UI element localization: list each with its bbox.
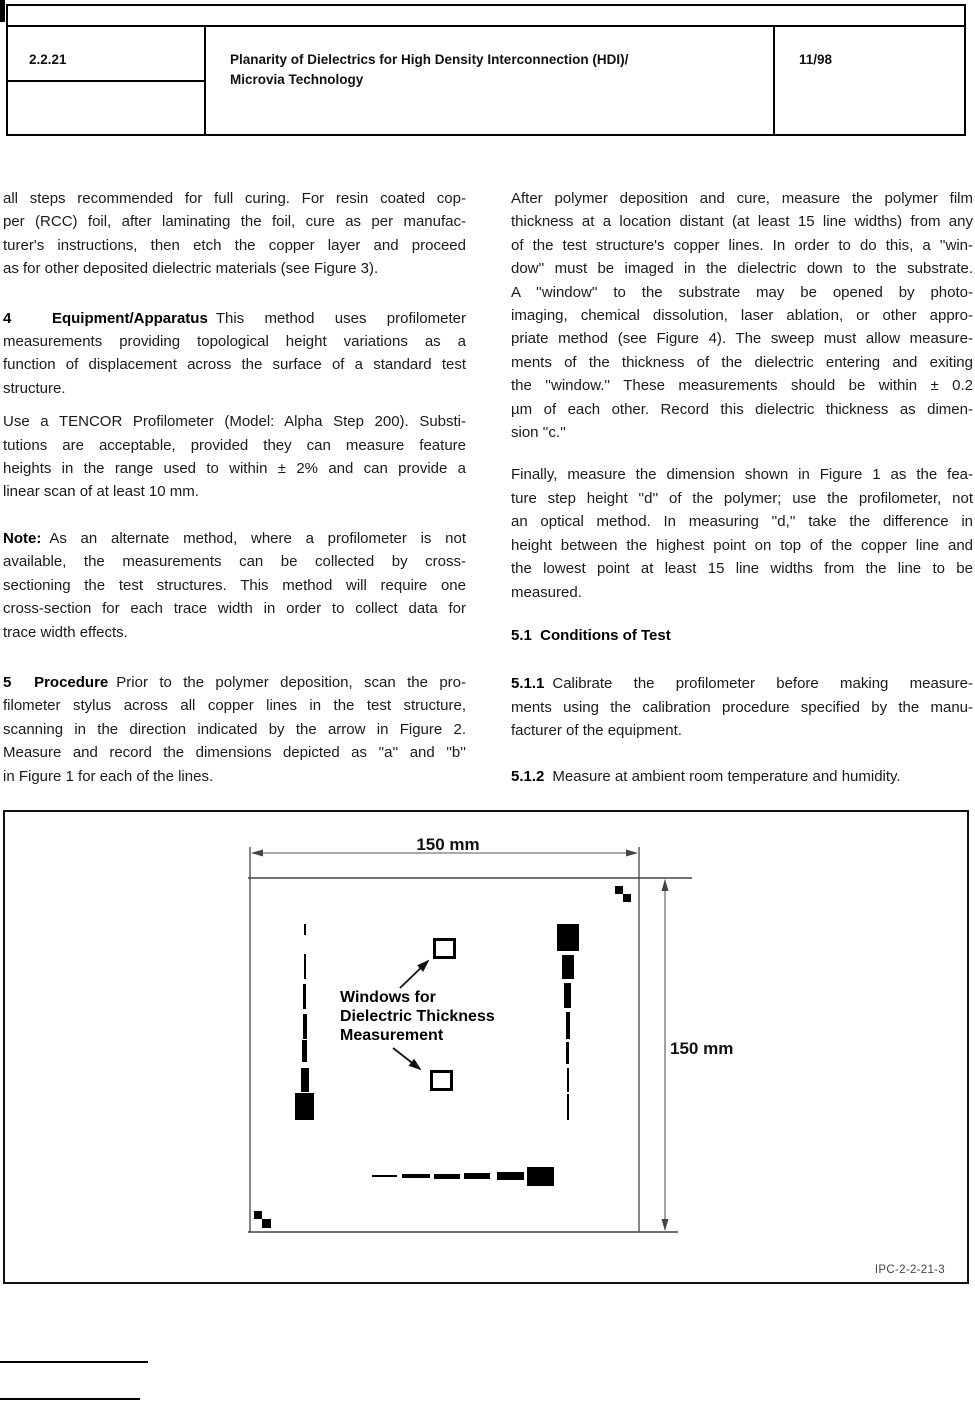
text-line: 5.1.2 Measure at ambient room temperature and humidity. — [511, 767, 901, 785]
text-line: the lowest point at least 15 line widths from the line to be — [511, 560, 973, 578]
copper-line-dash — [304, 924, 306, 935]
top-dimension-label: 150 mm — [416, 835, 480, 854]
text-line: the ''window.'' These measurements should be within ± 0.2 — [511, 377, 973, 395]
paragraph — [511, 624, 973, 647]
text-line: measurements providing topological height variations as a — [3, 333, 466, 351]
window-label — [340, 988, 495, 1045]
footnote-rule — [0, 1361, 148, 1363]
fiducial-mark-top-right — [615, 886, 623, 894]
arrow-to-bottom-window — [393, 1048, 420, 1069]
dielectric-window-bottom — [430, 1070, 453, 1091]
right-text-column — [511, 187, 973, 788]
paragraph — [511, 463, 973, 603]
paragraph — [3, 410, 466, 504]
text-line: tutions are acceptable, provided they can measure feature — [3, 436, 466, 454]
text-line: Finally, measure the dimension shown in Figure 1 as the fea- — [511, 466, 973, 484]
arrow-to-top-window — [400, 961, 428, 988]
window-label-line2: Dielectric Thickness — [340, 1008, 495, 1025]
text-line: facturer of the equipment. — [511, 722, 682, 740]
text-line: as for other deposited dielectric materials (see Figure 3). — [3, 260, 379, 278]
text-line: µm of each other. Record this dielectric thickness as dimen- — [511, 400, 973, 418]
fiducial-mark-bottom-left — [262, 1219, 271, 1228]
document-title-line2: Microvia Technology — [230, 72, 364, 87]
text-line: available, the measurements can be collected by cross- — [3, 553, 466, 571]
text-line: dow'' must be imaged in the dielectric down to the substrate. — [511, 260, 973, 278]
paragraph — [3, 671, 466, 788]
window-label-line1: Windows for — [340, 989, 436, 1006]
copper-line-dash — [402, 1174, 430, 1178]
text-line: in Figure 1 for each of the lines. — [3, 767, 214, 785]
revision-date: 11/98 — [799, 52, 833, 67]
fiducial-mark-top-right — [623, 894, 631, 902]
text-line: height between the highest point on top of the copper line and — [511, 536, 973, 554]
text-line: 5.1.1 Calibrate the profilometer before making measure- — [511, 675, 973, 693]
copper-line-dash — [464, 1173, 490, 1179]
copper-line-dash — [434, 1174, 460, 1179]
copper-line-dash — [303, 1014, 307, 1039]
header-table — [6, 4, 966, 136]
copper-line-dash — [302, 1040, 307, 1062]
text-line: trace width effects. — [3, 623, 128, 641]
copper-line-dash — [566, 1042, 569, 1064]
text-line: ments of the thickness of the dielectric entering and exiting — [511, 353, 973, 371]
text-line: heights in the range used to within ± 2% and can provide a — [3, 460, 466, 478]
scan-artifact-mark — [0, 0, 5, 22]
text-line: structure. — [3, 379, 66, 397]
text-line: turer's instructions, then etch the copper layer and proceed — [3, 236, 466, 254]
text-line: cross-section for each trace width in order to collect data for — [3, 600, 466, 618]
right-dimension-label: 150 mm — [670, 1039, 734, 1058]
figure-box — [3, 810, 969, 1284]
copper-line-dash — [567, 1068, 569, 1092]
header-divider — [8, 25, 964, 27]
paragraph — [511, 765, 973, 788]
text-line: Use a TENCOR Profilometer (Model: Alpha Step 200). Substi- — [3, 413, 466, 431]
document-title-line1: Planarity of Dielectrics for High Density Interconnection (HDI)/ — [230, 52, 629, 67]
text-line: of the test structure's copper lines. In order to do this, a ''win- — [511, 236, 973, 254]
text-line: 5.1 Conditions of Test — [511, 626, 671, 644]
header-left-cell-divider — [8, 80, 204, 82]
header-vertical-divider-right — [773, 25, 775, 134]
text-line: imaging, chemical dissolution, laser ablation, or other appro- — [511, 307, 973, 325]
text-line: linear scan of at least 10 mm. — [3, 483, 199, 501]
copper-line-dash — [564, 983, 571, 1008]
text-line: priate method (see Figure 4). The sweep must allow measure- — [511, 330, 973, 348]
text-line: scanning in the direction indicated by the arrow in Figure 2. — [3, 720, 466, 738]
paragraph — [3, 527, 466, 644]
copper-line-dash — [303, 984, 306, 1009]
copper-line-dash — [372, 1175, 397, 1177]
copper-line-dash — [557, 924, 579, 951]
figure-line-art — [5, 812, 967, 1282]
text-line: ture step height ''d'' of the polymer; use the profilometer, not — [511, 489, 973, 507]
left-text-column — [3, 187, 466, 788]
text-line: Measure and record the dimensions depicted as ''a'' and ''b'' — [3, 744, 466, 762]
copper-line-dash — [527, 1167, 554, 1186]
fiducial-mark-bottom-left — [254, 1211, 262, 1219]
window-label-line3: Measurement — [340, 1027, 444, 1044]
text-line: an optical method. In measuring ''d,'' take the difference in — [511, 513, 973, 531]
copper-line-dash — [566, 1012, 570, 1039]
section-number: 2.2.21 — [29, 52, 67, 67]
paragraph — [511, 187, 973, 444]
copper-line-dash — [301, 1068, 309, 1092]
copper-line-dash — [562, 955, 574, 979]
text-line: sion ''c.'' — [511, 424, 566, 442]
paragraph — [3, 307, 466, 401]
text-line: per (RCC) foil, after laminating the foil, cure as per manufac- — [3, 213, 466, 231]
document-title — [230, 50, 760, 90]
text-line: sectioning the test structures. This method will require one — [3, 576, 466, 594]
text-line: filometer stylus across all copper lines in the test structure, — [3, 697, 466, 715]
copper-line-dash — [295, 1093, 314, 1120]
copper-line-dash — [567, 1094, 569, 1120]
text-line: A ''window'' to the substrate may be opened by photo- — [511, 283, 973, 301]
text-line: 5 Procedure Prior to the polymer deposition, scan the pro- — [3, 673, 466, 691]
header-vertical-divider-left — [204, 25, 206, 134]
text-line: thickness at a location distant (at least 15 line widths) from any — [511, 213, 973, 231]
text-line: function of displacement across the surface of a standard test — [3, 356, 466, 374]
copper-line-dash — [304, 954, 306, 979]
paragraph — [511, 672, 973, 742]
text-line: measured. — [511, 583, 582, 601]
text-line: all steps recommended for full curing. For resin coated cop- — [3, 190, 466, 207]
footnote-rule — [0, 1398, 140, 1400]
text-line: Note: As an alternate method, where a profilometer is not — [3, 529, 466, 547]
paragraph — [3, 187, 466, 281]
dielectric-window-top — [433, 938, 456, 959]
text-line: After polymer deposition and cure, measure the polymer film — [511, 190, 973, 207]
text-line: ments using the calibration procedure specified by the manu- — [511, 698, 973, 716]
figure-caption: IPC-2-2-21-3 — [874, 1264, 945, 1276]
copper-line-dash — [497, 1172, 524, 1180]
text-line: 4 Equipment/Apparatus This method uses profilometer — [3, 309, 466, 327]
